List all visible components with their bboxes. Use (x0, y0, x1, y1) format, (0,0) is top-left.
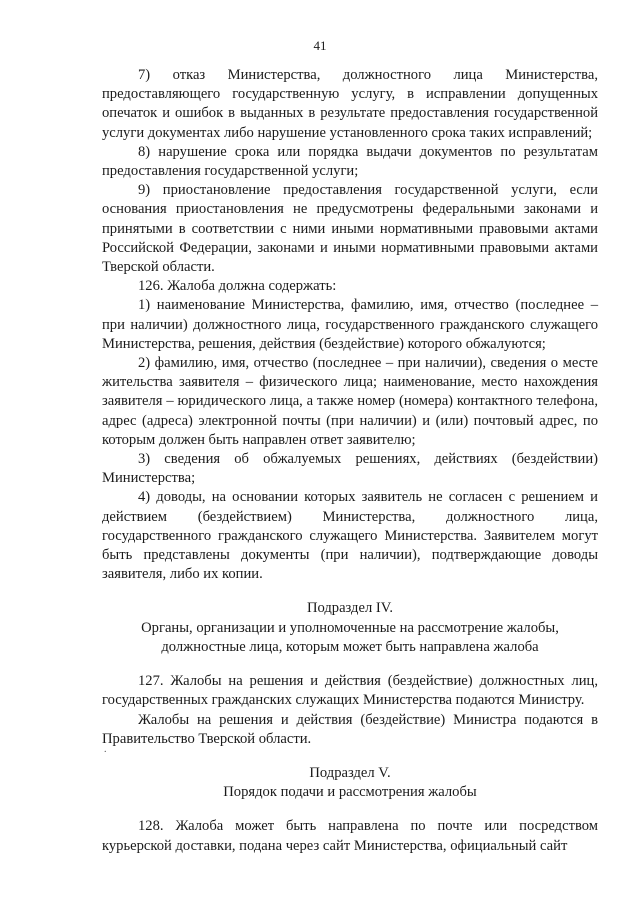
clause-126-item-2: 2) фамилию, имя, отчество (последнее – при наличии), сведения о месте жительства заявителя – физического лица; наименование, место нахождения заявителя – юридического лица, а также номер (номера) контактного телефона, адрес (адреса) электронной почты (при наличии) и (или) почтовый адрес, по которым должен быть направлен ответ заявителю; (102, 355, 598, 448)
subsection-4-subtitle-line-2: должностные лица, которым может быть направлена жалоба (161, 638, 539, 655)
clause-127-paragraph: 127. Жалобы на решения и действия (бездействие) должностных лиц, государственных гражданских служащих Министерства подаются Министру. (102, 673, 598, 709)
subsection-5-subtitle: Порядок подачи и рассмотрения жалобы (223, 784, 477, 801)
clause-126-item-4: 4) доводы, на основании которых заявитель не согласен с решением и действием (бездействием) Министерства, должностного лица, государственного гражданского служащего Министерства. Заявителем могут быть представлены документы (при наличии), подтверждающие доводы заявителя, либо их копии. (102, 489, 598, 583)
subsection-5-title: Подраздел V. (309, 764, 391, 781)
subsection-4-subtitle-line-1: Органы, организации и уполномоченные на рассмотрение жалобы, (141, 619, 559, 636)
section-spacer (102, 584, 598, 599)
clause-126-paragraph: 126. Жалоба должна содержать: (138, 278, 337, 295)
item-8-paragraph: 8) нарушение срока или порядка выдачи документов по результатам предоставления государственной услуги; (102, 143, 598, 180)
stray-mark: . (104, 744, 107, 755)
section-spacer (102, 657, 598, 672)
clause-128-paragraph: 128. Жалоба может быть направлена по почте или посредством курьерской доставки, подана через сайт Министерства, официальный сайт (102, 818, 598, 854)
subsection-4-title: Подраздел IV. (306, 600, 394, 617)
section-spacer (102, 802, 598, 817)
document-body (102, 66, 598, 856)
clause-126-item-3: 3) сведения об обжалуемых решениях, действиях (бездействии) Министерства; (102, 451, 598, 487)
item-7-paragraph: 7) отказ Министерства, должностного лица Министерства, предоставляющего государственную услугу, в исправлении допущенных опечаток и ошибок в выданных в результате предоставления государственной услуги документах либо нарушение установленного срока таких исправлений; (102, 67, 598, 141)
clause-126-item-1: 1) наименование Министерства, фамилию, имя, отчество (последнее – при наличии) должностного лица, государственного гражданского служащего Министерства, решения, действия (бездействие) которого обжалуются; (102, 297, 598, 352)
item-9-paragraph: 9) приостановление предоставления государственной услуги, если основания приостановления не предусмотрены федеральными законами и принятыми в соответствии с ними иными нормативными правовыми актами Российской Федерации, законами и иными нормативными правовыми актами Тверской области. (102, 182, 598, 276)
page-number: 41 (313, 38, 327, 53)
clause-127-continuation: Жалобы на решения и действия (бездействие) Министра подаются в Правительство Тверской области. (102, 711, 598, 747)
section-spacer (102, 749, 598, 764)
